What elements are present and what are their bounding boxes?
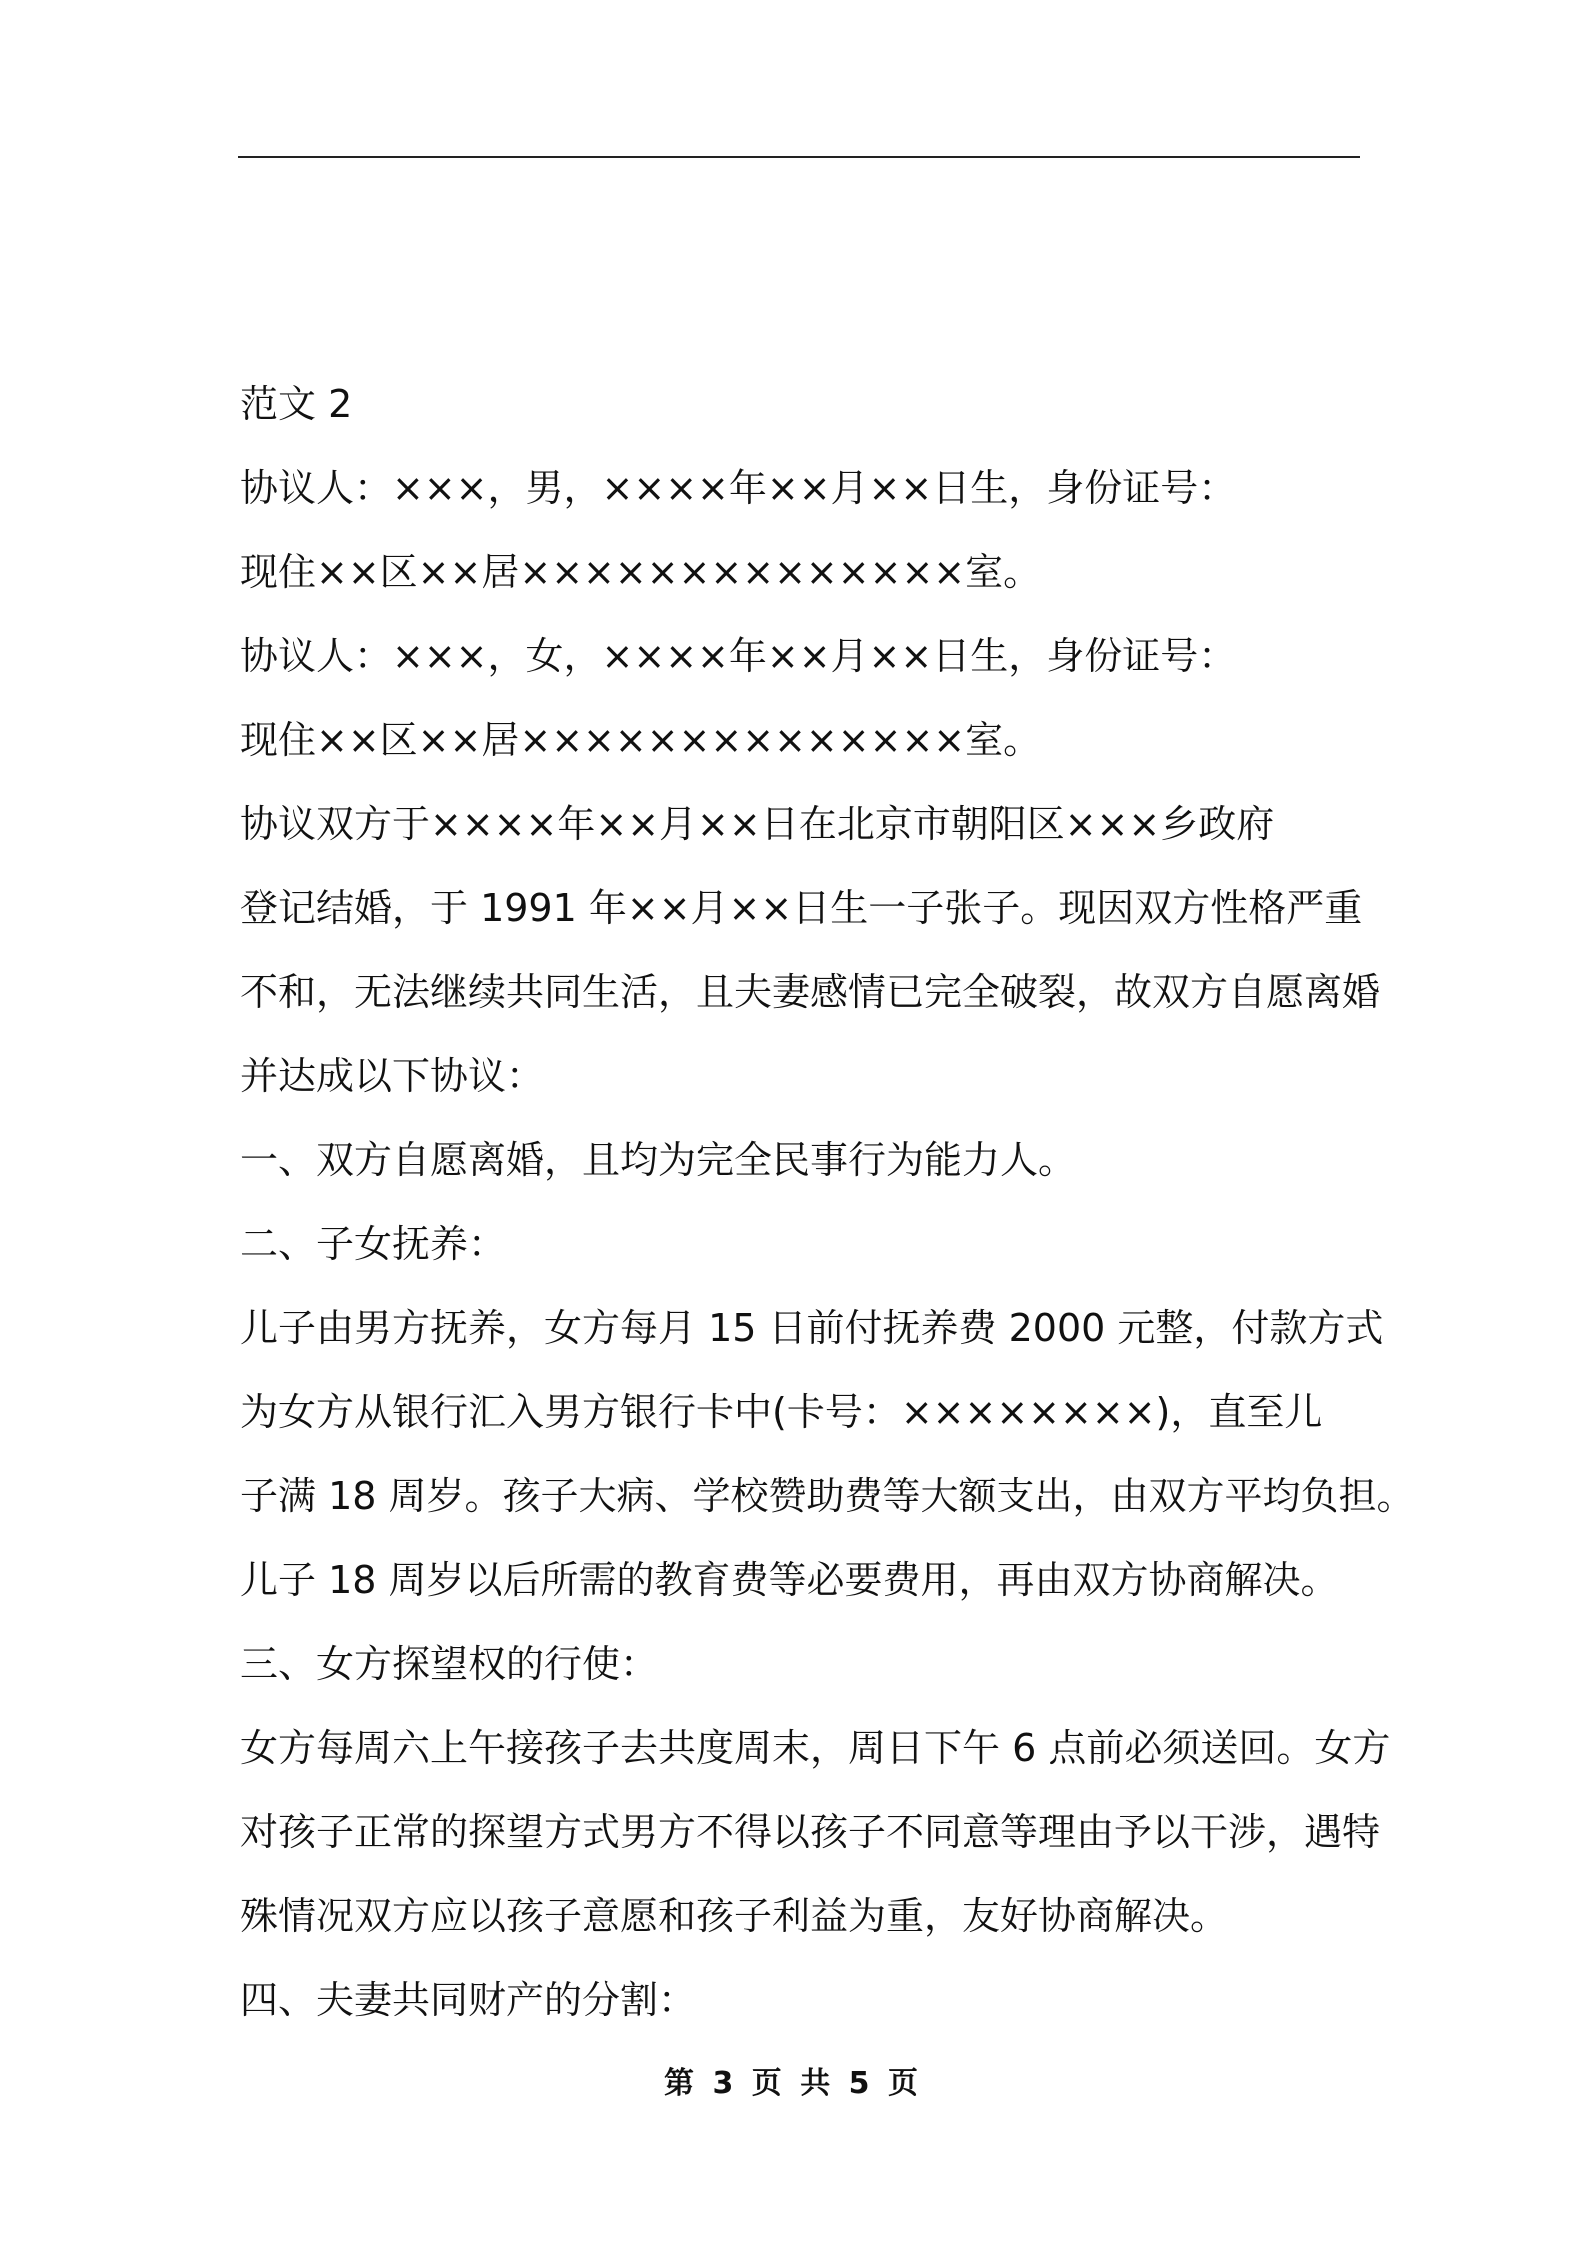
page-number: 第 3 页 共 5 页	[664, 2066, 922, 2101]
party-one-address: 现住××区××居××××××××××××××室。	[240, 550, 1042, 594]
party-two-address: 现住××区××居××××××××××××××室。	[240, 718, 1042, 762]
clause-two-text: 儿子由男方抚养，女方每月 15 日前付抚养费 2000 元整，付款方式	[240, 1306, 1384, 1350]
preamble-line: 不和，无法继续共同生活，且夫妻感情已完全破裂，故双方自愿离婚	[240, 970, 1381, 1014]
clause-one-heading: 一、双方自愿离婚，且均为完全民事行为能力人。	[240, 1138, 1077, 1182]
header-rule	[238, 156, 1360, 158]
clause-three-heading: 三、女方探望权的行使：	[240, 1642, 659, 1686]
document-body	[240, 362, 1415, 2042]
preamble-line: 登记结婚，于 1991 年××月××日生一子张子。现因双方性格严重	[240, 886, 1363, 930]
clause-two-text: 为女方从银行汇入男方银行卡中(卡号：××××××××)，直至儿	[240, 1390, 1323, 1434]
party-two-info: 协议人：×××，女，××××年××月××日生，身份证号：	[240, 634, 1237, 678]
clause-two-heading: 二、子女抚养：	[240, 1222, 507, 1266]
clause-two-text: 子满 18 周岁。孩子大病、学校赞助费等大额支出，由双方平均负担。	[240, 1474, 1415, 1518]
clause-three-text: 女方每周六上午接孩子去共度周末，周日下午 6 点前必须送回。女方	[240, 1726, 1391, 1770]
clause-three-text: 殊情况双方应以孩子意愿和孩子利益为重，友好协商解决。	[240, 1894, 1229, 1938]
preamble-line: 并达成以下协议：	[240, 1054, 545, 1098]
party-one-info: 协议人：×××，男，××××年××月××日生，身份证号：	[240, 466, 1237, 510]
clause-four-heading: 四、夫妻共同财产的分割：	[240, 1978, 697, 2022]
clause-two-text: 儿子 18 周岁以后所需的教育费等必要费用，再由双方协商解决。	[240, 1558, 1339, 1602]
section-title: 范文 2	[240, 382, 353, 426]
preamble-line: 协议双方于××××年××月××日在北京市朝阳区×××乡政府	[240, 802, 1275, 846]
clause-three-text: 对孩子正常的探望方式男方不得以孩子不同意等理由予以干涉，遇特	[240, 1810, 1381, 1854]
